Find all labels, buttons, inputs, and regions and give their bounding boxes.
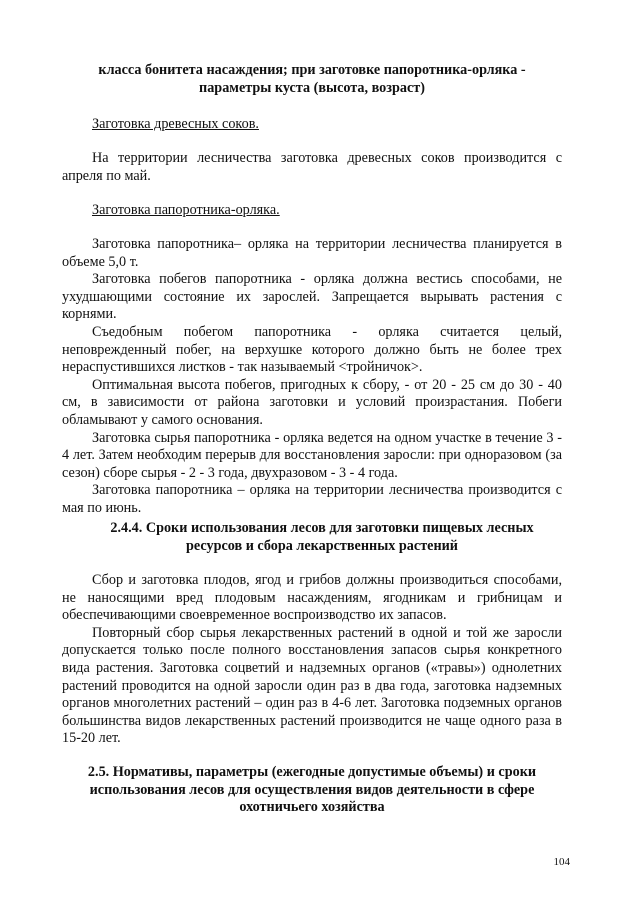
sap-paragraph	[62, 150, 562, 185]
fern-paragraph: Заготовка сырья папоротника - орляка ведется на одном участке в течение 3 - 4 лет. Затем необходим перерыв для восстановления заросли: при одноразовом (за сезон) сборе сырья - 2 - 3 года, двухразовом - 3 - 4 года.	[62, 429, 562, 481]
fern-paragraph: Заготовка побегов папоротника - орляка должна вестись способами, не ухудшающими состояние их зарослей. Запрещается вырывать растения с корнями.	[62, 271, 562, 323]
continued-heading	[62, 62, 562, 97]
section-244-title-text: 2.4.4. Сроки использования лесов для заготовки пищевых лесных ресурсов и сбора лекарственных растений	[110, 520, 534, 554]
fern-paragraph: Съедобным побегом папоротника - орляка считается целый, неповрежденный побег, на верхушке которого должно быть не более трех нераспустившихся листков - так называемый <тройничок>.	[62, 323, 562, 376]
section-244-paragraph: Повторный сбор сырья лекарственных растений в одной и той же заросли допускается только после полного восстановления запасов сырья конкретного вида растения. Заготовка соцветий и надземных органов («травы») однолетних растений проводится на одной заросли один раз в два года, заготовка надземных органов многолетних растений – один раз в 4-6 лет. Заготовка подземных органов большинства видов лекарственных растений производится не чаще одного раза в 15-20 лет.	[62, 624, 562, 747]
fern-paragraphs	[62, 236, 562, 518]
page-number: 104	[553, 856, 570, 868]
fern-paragraph: Оптимальная высота побегов, пригодных к сбору, - от 20 - 25 см до 30 - 40 см, в зависимости от района заготовки и условий произрастания. Побеги обламывают у самого основания.	[62, 376, 562, 428]
continued-heading-text: класса бонитета насаждения; при заготовке папоротника-орляка - параметры куста (высота, возраст)	[98, 62, 526, 96]
section-244-title	[82, 520, 562, 555]
section-244-paragraph: Сбор и заготовка плодов, ягод и грибов должны производиться способами, не наносящими вред плодовым насаждениям, ягодникам и грибницам и обеспечивающими своевременное воспроизводство их запасов.	[62, 572, 562, 624]
fern-heading-text: Заготовка папоротника-орляка.	[92, 202, 280, 218]
section-244-body	[62, 572, 562, 748]
sap-heading	[92, 116, 562, 134]
fern-paragraph: Заготовка папоротника – орляка на территории лесничества производится с мая по июнь.	[62, 482, 562, 516]
sap-heading-text: Заготовка древесных соков.	[92, 116, 259, 132]
sap-paragraph-text: На территории лесничества заготовка древесных соков производится с апреля по май.	[62, 150, 562, 184]
fern-paragraph: Заготовка папоротника– орляка на территории лесничества планируется в объеме 5,0 т.	[62, 236, 562, 270]
section-25-title	[62, 764, 562, 817]
section-25-title-text: 2.5. Нормативы, параметры (ежегодные допустимые объемы) и сроки использования лесов для осуществления видов деятельности в сфере охотничьего хозяйства	[87, 764, 537, 816]
fern-heading	[92, 202, 562, 220]
